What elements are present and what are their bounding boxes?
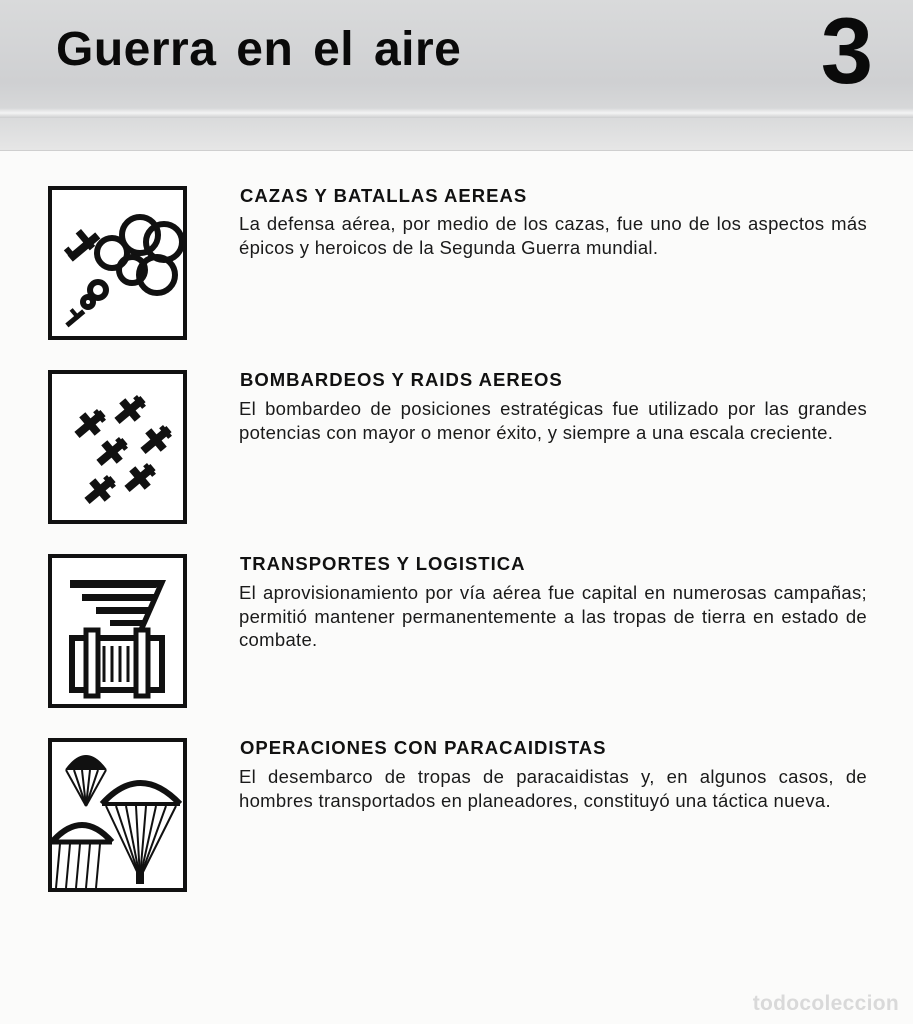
- card-header: [0, 0, 913, 151]
- section-text: El desembarco de tropas de paracaidistas y, en algunos casos, de hombres transportados en planeadores, constituyó una táctica nueva.: [239, 766, 867, 811]
- section-heading: OPERACIONES CON PARACAIDISTAS: [240, 737, 607, 758]
- section-text: El aprovisionamiento por vía aérea fue capital en numerosas campañas; permitió mantener permanentemente a las tropas de tierra en estado de combate.: [239, 582, 867, 650]
- watermark: todocoleccion: [752, 992, 899, 1015]
- section-heading: CAZAS Y BATALLAS AEREAS: [240, 185, 528, 206]
- card-number: 3: [820, 0, 873, 103]
- parachutes-icon: [48, 738, 187, 892]
- section-heading: TRANSPORTES Y LOGISTICA: [240, 553, 526, 574]
- section-text: El bombardeo de posiciones estratégicas fue utilizado por las grandes potencias con mayor o menor éxito, y siempre a una escala creciente.: [239, 398, 867, 443]
- fighter-planes-clouds-icon: [48, 186, 187, 340]
- bomber-formation-icon: [48, 370, 187, 524]
- page-title: Guerra en el aire: [56, 23, 462, 76]
- section-text: La defensa aérea, por medio de los cazas, fue uno de los aspectos más épicos y heroicos de la Segunda Guerra mundial.: [239, 213, 867, 258]
- cargo-crate-icon: [48, 554, 187, 708]
- header-crease: [0, 108, 913, 118]
- section-heading: BOMBARDEOS Y RAIDS AEREOS: [240, 369, 563, 390]
